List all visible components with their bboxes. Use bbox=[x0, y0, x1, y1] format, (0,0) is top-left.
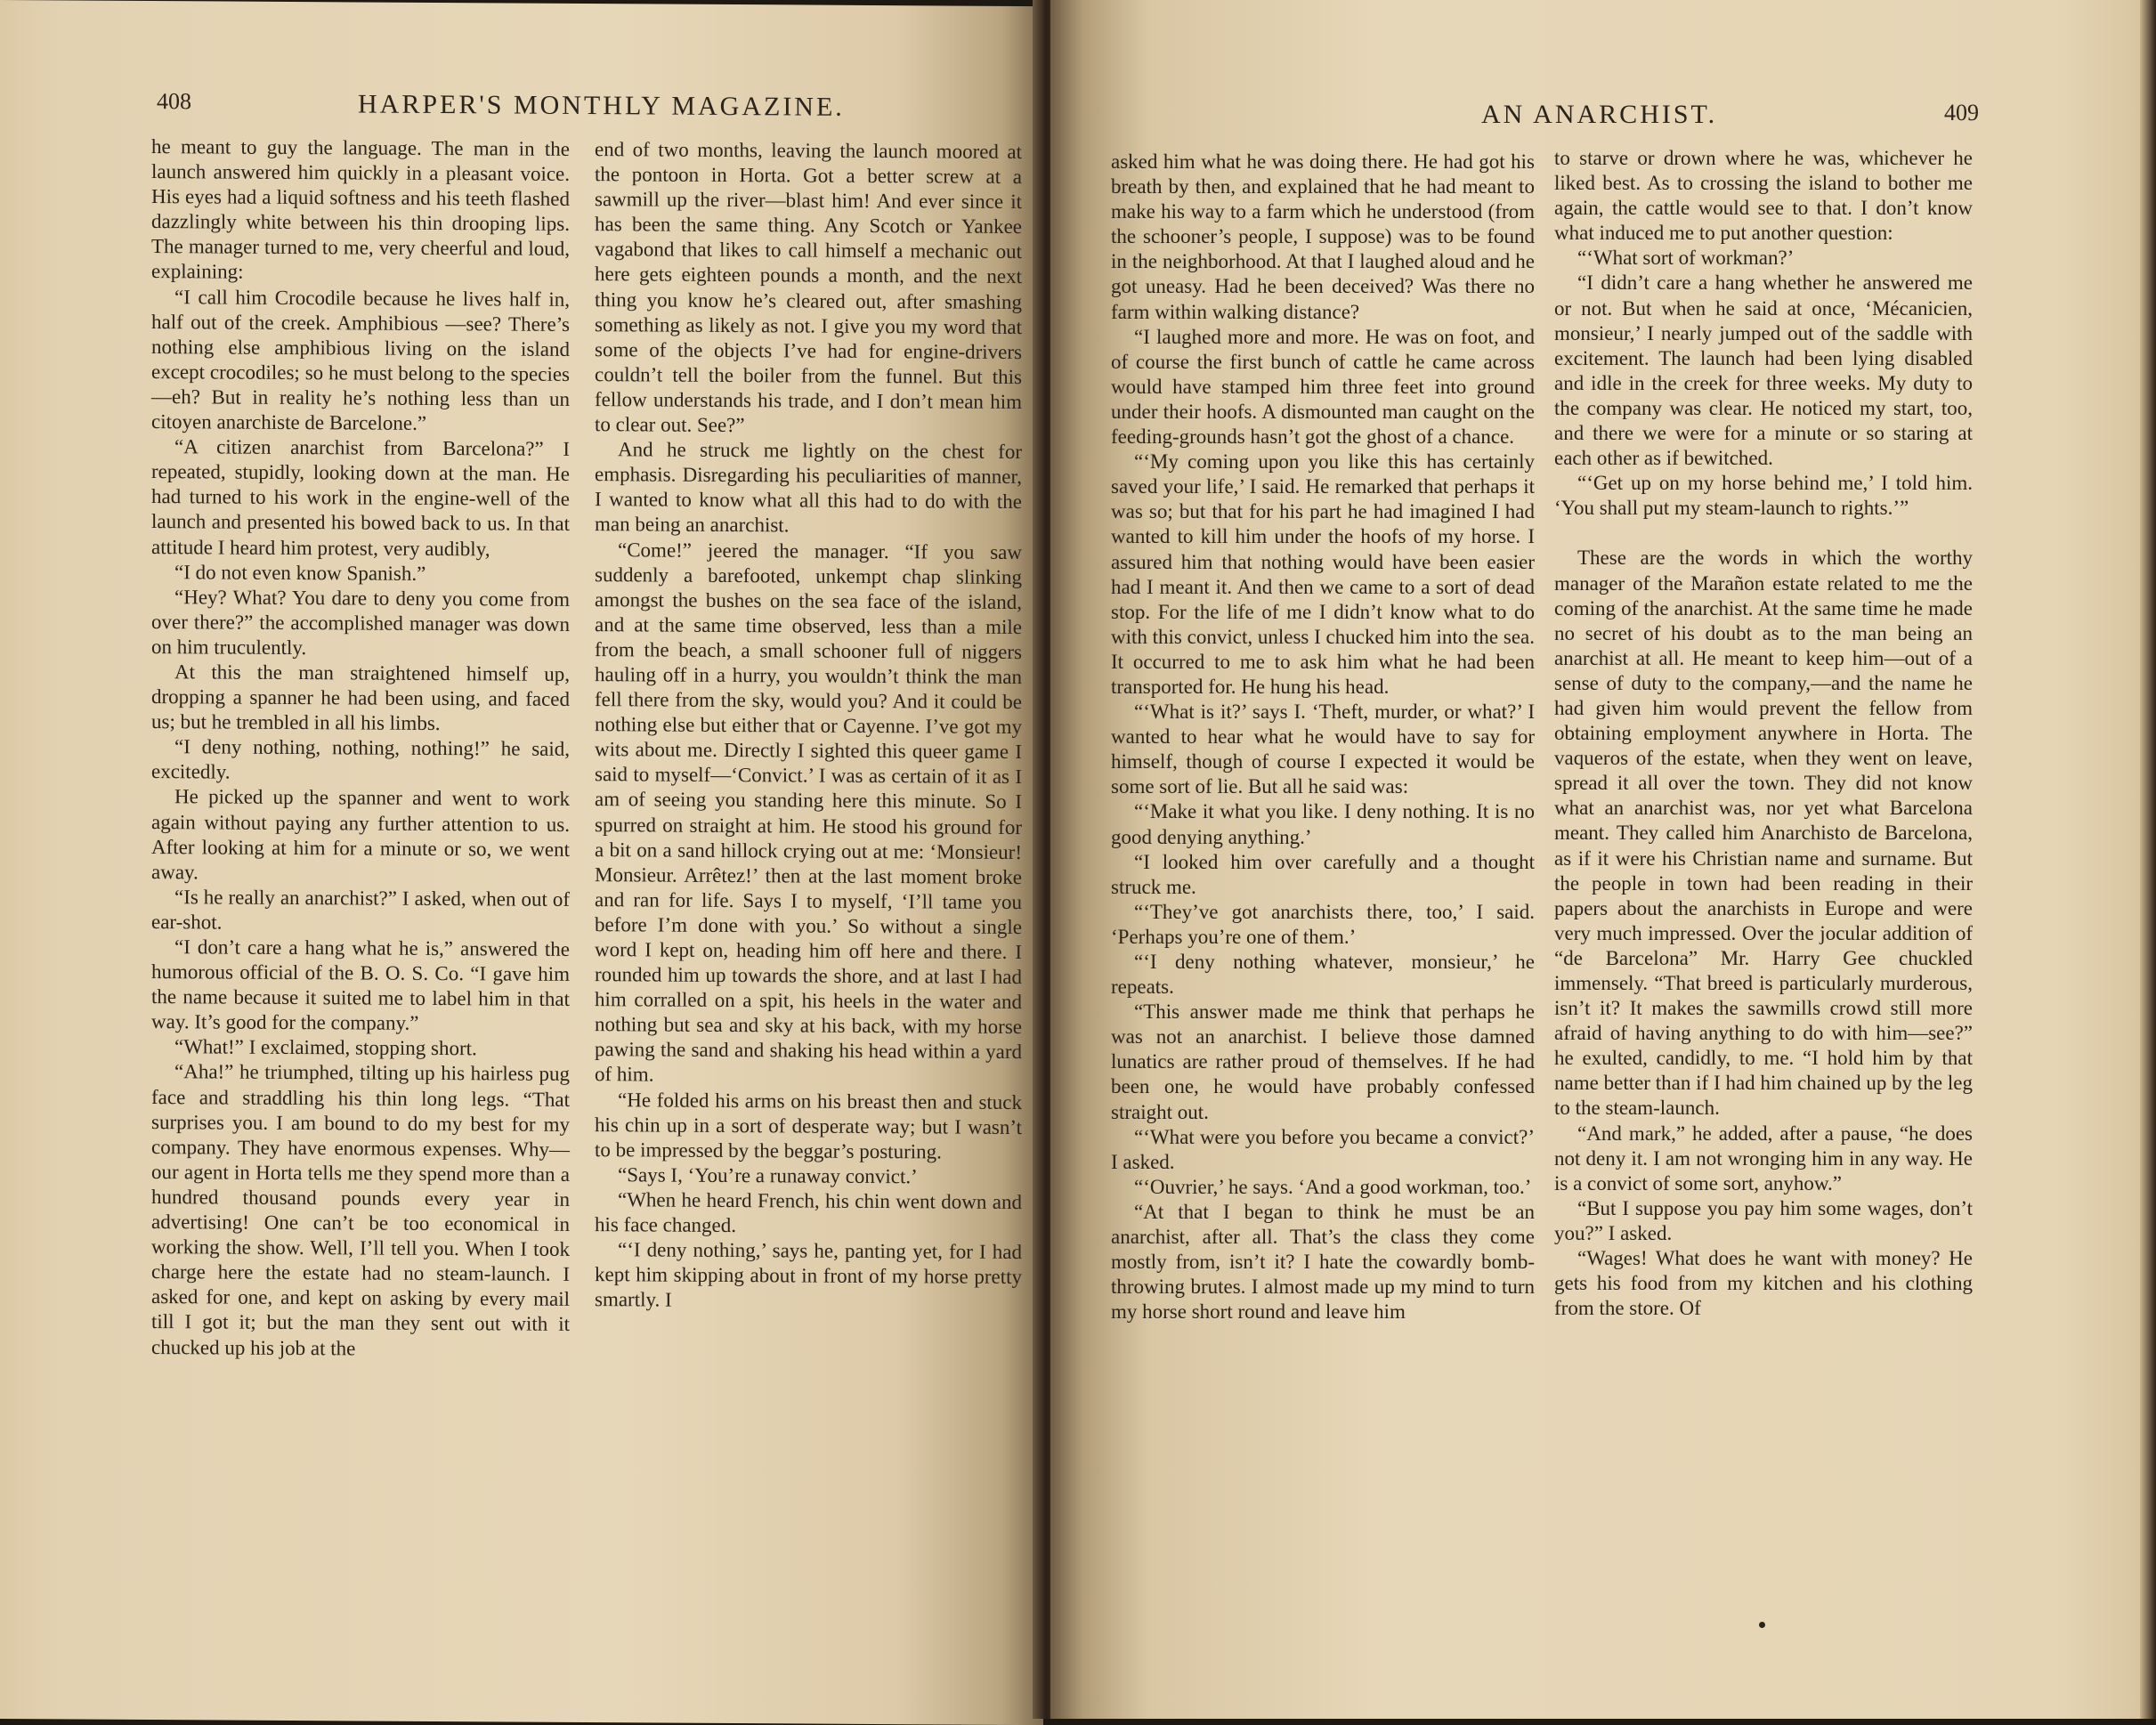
paragraph: “Hey? What? You dare to deny you come from over there?” the accomplished manager was down on him truculently. bbox=[151, 585, 570, 659]
left-column-2 bbox=[595, 137, 1022, 1315]
running-head-left: HARPER'S MONTHLY MAGAZINE. bbox=[358, 89, 845, 122]
running-head-right: AN ANARCHIST. bbox=[1481, 100, 1718, 129]
left-page bbox=[0, 0, 1043, 1725]
paragraph: “Aha!” he triumphed, tilting up his hairless pug face and straddling his thin long legs. “That surprises you. I am bound to do my best for my company. They have enormous expenses. Why—our agent in Horta tells me they spend more than a hundred thousand pounds every year in advertising! One can’t be too economical in working the show. Well, I’ll tell you. When I took charge here the estate had no steam-launch. I asked for one, and kept on asking by every mail till I got it; but the man they sent out with it chucked up his job at the bbox=[151, 1060, 570, 1359]
paragraph: “I call him Crocodile because he lives half in, half out of the creek. Amphibious —see? There’s nothing else amphibious living on the island except crocodiles; so he must belong to the species—eh? But in reality he’s nothing less than un citoyen anarchiste de Barcelone.” bbox=[151, 285, 570, 434]
paragraph: “‘I deny nothing whatever, monsieur,’ he repeats. bbox=[1111, 951, 1535, 999]
page-number-right: 409 bbox=[1944, 100, 1979, 126]
ink-speck bbox=[1759, 1622, 1765, 1628]
paragraph: “What!” I exclaimed, stopping short. bbox=[174, 1035, 477, 1060]
paragraph: “‘Make it what you like. I deny nothing. It is no good denying anything.’ bbox=[1111, 800, 1535, 848]
paragraph: “A citizen anarchist from Barcelona?” I repeated, stupidly, looking down at the man. He had turned to his work in the engine-well of the launch and presented his bowed back to us. In that attitude I heard him protest, very audibly, bbox=[151, 435, 570, 560]
page-number-left: 408 bbox=[157, 88, 191, 115]
paragraph: “Come!” jeered the manager. “If you saw suddenly a barefooted, unkempt chap slinking amongst the bushes on the sea face of the island, and at the same time observed, less than a mile from the beach, a small schooner full of niggers hauling off in a hurry, you wouldn’t think the man fell there from the sky, would you? And it could be nothing else but either that or Cayenne. I’ve got my wits about me. Directly I sighted this queer game I said to myself—‘Convict.’ I was as certain of it as I am of seeing you standing here this minute. So I spurred on straight at him. He stood his ground for a bit on a sand hillock crying out at me: ‘Monsieur! Monsieur. Arrêtez!’ then at the last moment broke and ran for life. Says I to myself, ‘I’ll tame you before I’m done with you.’ So without a single word I kept on, heading him off here and there. I rounded him up towards the shore, and at last I had him corralled on a spit, his heels in the water and nothing but sea and sky at his back, with my horse pawing the sand and shaking his head within a yard of him. bbox=[595, 538, 1022, 1086]
paragraph: “He folded his arms on his breast then and stuck his chin up in a sort of desperate way; but I wasn’t to be impressed by the beggar’s posturing. bbox=[595, 1088, 1022, 1163]
paragraph: “And mark,” he added, after a pause, “he does not deny it. I am not wronging him in any way. He is a convict of some sort, anyhow.” bbox=[1554, 1122, 1973, 1195]
paragraph: “I do not even know Spanish.” bbox=[174, 560, 426, 585]
paragraph: “‘Get up on my horse behind me,’ I told him. ‘You shall put my steam-launch to rights.’” bbox=[1554, 472, 1973, 520]
paragraph: “‘My coming upon you like this has certainly saved your life,’ I said. He remarked that perhaps it was so; but that for his part he had imagined I had wanted to kill him under the hoofs of my horse. I assured him that nothing would have been easier had I meant it. And then we came to a sort of dead stop. For the life of me I didn’t know what to do with this convict, unless I chucked him into the sea. It occurred to me to ask him what he had been transported for. He hung his head. bbox=[1111, 450, 1535, 698]
right-column-2 bbox=[1554, 146, 1973, 1321]
paragraph: “‘They’ve got anarchists there, too,’ I said. ‘Perhaps you’re one of them.’ bbox=[1111, 900, 1535, 948]
paragraph: “‘I deny nothing,’ says he, panting yet, for I had kept him skipping about in front of my horse pretty smartly. I bbox=[595, 1238, 1022, 1311]
paragraph: “At that I began to think he must be an anarchist, after all. That’s the class they come mostly from, isn’t it? I hate the cowardly bomb-throwing brutes. I almost made up my mind to turn my horse short round and leave him bbox=[1111, 1200, 1535, 1324]
paragraph: “‘Ouvrier,’ he says. ‘And a good workman, too.’ bbox=[1134, 1175, 1532, 1198]
right-page bbox=[1050, 0, 2145, 1719]
paragraph: “I looked him over carefully and a thought struck me. bbox=[1111, 850, 1535, 898]
paragraph: He picked up the spanner and went to work again without paying any further attention to us. After looking at him for a minute or so, we went away. bbox=[151, 785, 570, 884]
paragraph: “‘What were you before you became a convict?’ I asked. bbox=[1111, 1125, 1535, 1173]
paragraph: “This answer made me think that perhaps he was not an anarchist. I believe those damned lunatics are rather proud of themselves. If he had been one, he would have probably confessed straight out. bbox=[1111, 1000, 1535, 1123]
page-edge bbox=[2140, 0, 2156, 1719]
paragraph: “I laughed more and more. He was on foot, and of course the first bunch of cattle he came across would have stamped him three feet into ground under their hoofs. A dismounted man caught on the feeding-grounds hasn’t got the ghost of a chance. bbox=[1111, 325, 1535, 449]
paragraph: And he struck me lightly on the chest for emphasis. Disregarding his peculiarities of manner, I wanted to know what all this had to do with the man being an anarchist. bbox=[595, 438, 1022, 537]
paragraph: These are the words in which the worthy manager of the Marañon estate related to me the coming of the anarchist. At the same time he made no secret of his doubt as to the man being an anarchist at all. He meant to keep him—out of a sense of duty to the company,—and the name he had given him would prevent the fellow from obtaining employment anywhere in Horta. The vaqueros of the estate, when they went on leave, spread it all over the town. They did not know what an anarchist was, nor yet what Barcelona meant. They called him Anarchisto de Barcelona, as if it were his Christian name and surname. But the people in town had been reading in their papers about the anarchists in Europe and were very much impressed. Over the jocular addition of “de Barcelona” Mr. Harry Gee chuckled immensely. “That breed is particularly murderous, isn’t it? It makes the sawmills crowd still more afraid of having anything to do with him—see?” he exulted, candidly, to me. “I hold him by that name better than if I had him chained up by the leg to the steam-launch. bbox=[1554, 547, 1973, 1120]
left-column-1 bbox=[151, 134, 570, 1362]
paragraph: At this the man straightened himself up, dropping a spanner he had been using, and faced us; but he trembled in all his limbs. bbox=[151, 660, 570, 735]
right-column-1 bbox=[1111, 150, 1535, 1324]
paragraph: to starve or drown where he was, whichever he liked best. As to crossing the island to bother me again, the cattle would see to that. I don’t know what induced me to put another question: bbox=[1554, 147, 1973, 245]
paragraph: “Is he really an anarchist?” I asked, when out of ear-shot. bbox=[151, 886, 570, 934]
paragraph: he meant to guy the language. The man in the launch answered him quickly in a pleasant voice. His eyes had a liquid softness and his teeth flashed dazzlingly white between his thin drooping lips. The manager turned to me, very cheerful and loud, explaining: bbox=[151, 135, 570, 284]
paragraph: “‘What is it?’ says I. ‘Theft, murder, or what?’ I wanted to hear what he would have to say for himself, though of course I expected it would be some sort of lie. But all he said was: bbox=[1111, 701, 1535, 798]
paragraph: “I didn’t care a hang whether he answered me or not. But when he said at once, ‘Mécanicien, monsieur,’ I nearly jumped out of the saddle with excitement. The launch had been lying disabled and idle in the creek for three weeks. My duty to the company was clear. He noticed my start, too, and there we were for a minute or so staring at each other as if bewitched. bbox=[1554, 271, 1973, 470]
paragraph: “When he heard French, his chin went down and his face changed. bbox=[595, 1188, 1022, 1237]
paragraph: “But I suppose you pay him some wages, don’t you?” I asked. bbox=[1554, 1196, 1973, 1244]
paragraph: asked him what he was doing there. He had got his breath by then, and explained that he had meant to make his way to a farm which he understood (from the schooner’s people, I suppose) was to be found in the neighborhood. At that I laughed aloud and he got uneasy. Had he been deceived? Was there no farm within walking distance? bbox=[1111, 150, 1535, 323]
paragraph: end of two months, leaving the launch moored at the pontoon in Horta. Got a better screw at a sawmill up the river—blast him! And ever since it has been the same thing. Any Scotch or Yankee vagabond that likes to call himself a mechanic out here gets eighteen pounds a month, and the next thing you know he’s cleared out, after smashing something as likely as not. I give you my word that some of the objects I’ve had for engine-drivers couldn’t tell the boiler from the funnel. But this fellow understands his trade, and I don’t mean him to clear out. See?” bbox=[595, 138, 1022, 437]
paragraph: “Says I, ‘You’re a runaway convict.’ bbox=[618, 1163, 918, 1188]
paragraph: “I deny nothing, nothing, nothing!” he said, excitedly. bbox=[151, 735, 570, 783]
paragraph: “Wages! What does he want with money? He gets his food from my kitchen and his clothing from the store. Of bbox=[1554, 1247, 1973, 1320]
paragraph: “‘What sort of workman?’ bbox=[1577, 247, 1795, 270]
paragraph: “I don’t care a hang what he is,” answered the humorous official of the B. O. S. Co. “I gave him the name because it suited me to label him in that way. It’s good for the company.” bbox=[151, 935, 570, 1035]
